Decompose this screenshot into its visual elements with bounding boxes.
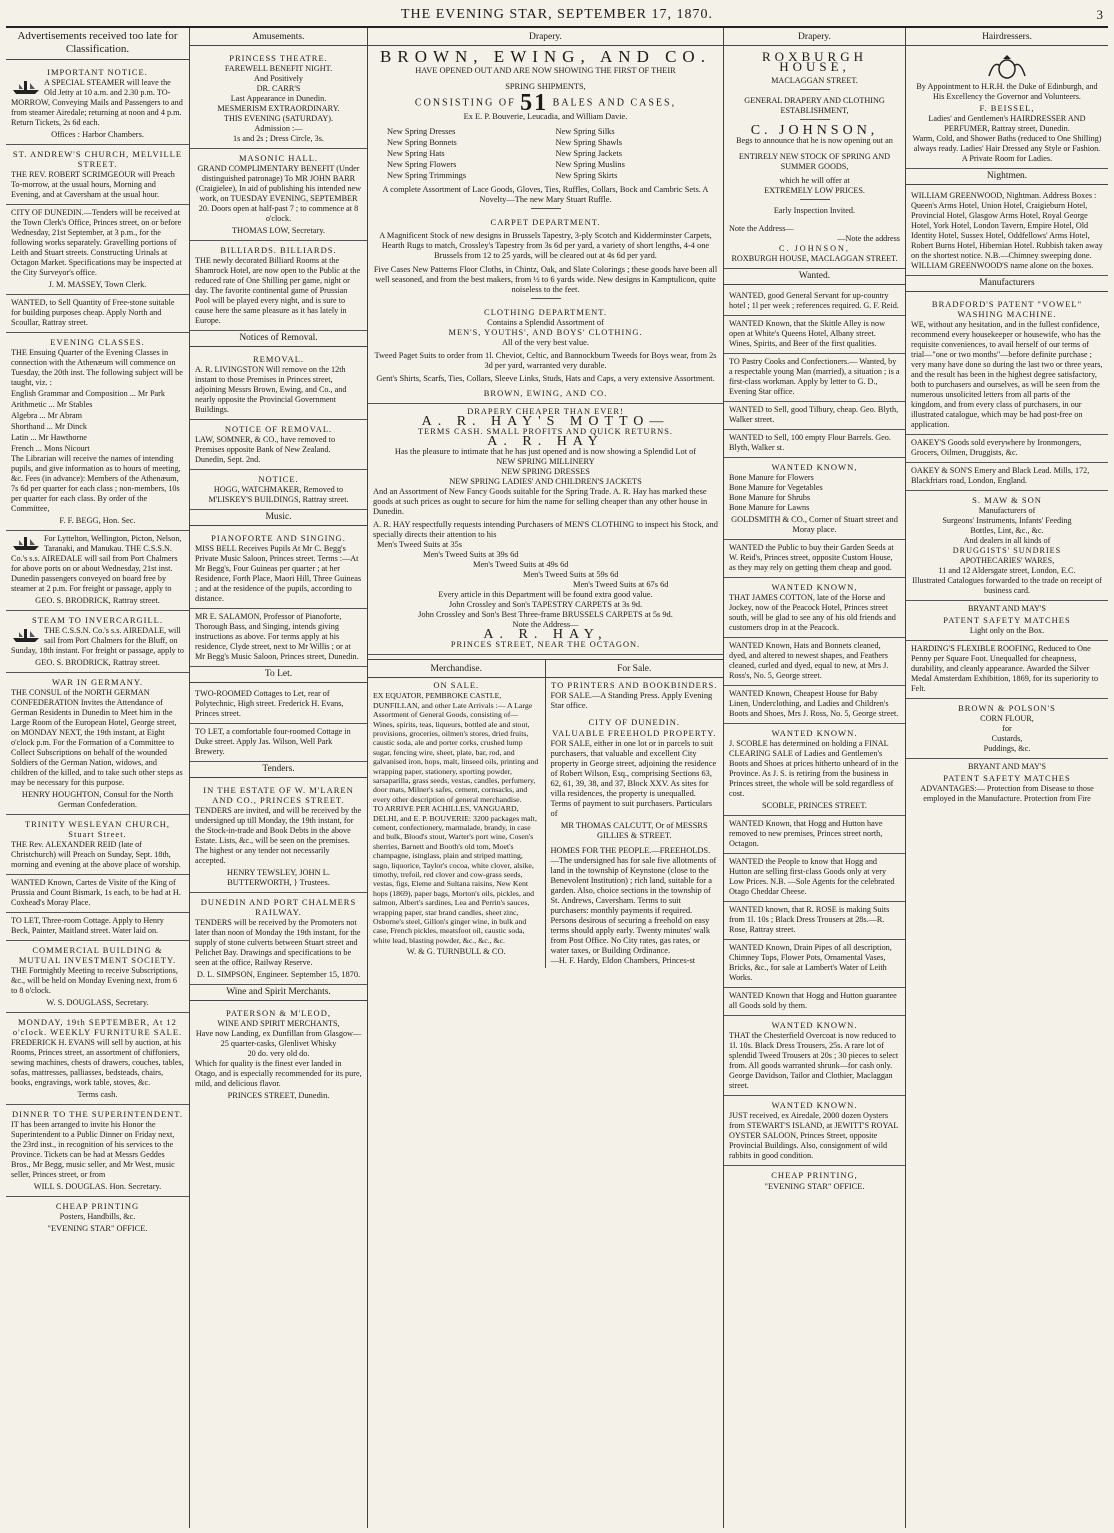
section-tenders: Tenders. [190,762,367,778]
ad-oakey-emery: OAKEY & SON'S Emery and Black Lead. Mills, 172, Blackfriars road, London, England. [906,463,1108,491]
carpet-department-title: CARPET DEPARTMENT. [490,217,601,228]
ad-oakey-goods: OAKEY'S Goods sold everywhere by Ironmongers, Grocers, Oilmen, Druggists, &c. [906,435,1108,463]
ad-trinity-wesleyan: TRINITY WESLEYAN CHURCH, Stuart Street. THE Rev. ALEXANDER REID (late of Christchurch) will Preach on Sunday, Sept. 18th, morning and evening at the above place of worship. [6,815,189,875]
clothing-department-title: CLOTHING DEPARTMENT. [484,307,607,318]
ad-drain-pipes: WANTED Known, Drain Pipes of all description, Chimney Tops, Flower Pots, Ornamental Vases, Bricks, &c., for sale at Lambert's Water of Leith Works. [724,940,905,988]
column-1 [6,28,190,1528]
ad-miss-bell: PIANOFORTE AND SINGING. MISS BELL Receives Pupils At Mr C. Begg's Private Music Saloon, Princes street. Terms :—At Mr Begg's, Four Guineas per quarter ; at her Residence, Forth Place, Maori Hill, Three Guineas ; and at the residence of the pupils, according to distance. [190,529,367,609]
section-amusements: Amusements. [190,30,367,46]
spring-goods-list: New Spring Dresses New Spring Bonnets New Spring Hats New Spring Flowers New Spring Trimmings New Spring Silks New Spring Shawls New Spring Jackets New Spring Muslins New Spring Skirts [387,127,625,181]
ad-hogg-hutton-removed: WANTED Known, that Hogg and Hutton have removed to new premises, Princes street north, Octagon. [724,816,905,854]
ad-maw-son: S. MAW & SON Manufacturers of Surgeons' Instruments, Infants' Feeding Bottles, Lint, &c., &c. And dealers in all kinds of DRUGGISTS' SUNDRIES APOTHECARIES' WARES, 11 and 12 Aldersgate street, London, E.C. Illustrated Catalogues forwarded to the trade on receipt of business card. [906,491,1108,601]
ad-hogg-hutton-guarantee: WANTED Known that Hogg and Hutton guarantee all Goods sold by them. [724,988,905,1016]
ad-two-roomed-cottages: TWO-ROOMED Cottages to Let, rear of Polytechnic, High street. Frederick H. Evans, Princes street. [190,686,367,724]
section-notices-of-removal: Notices of Removal. [190,331,367,347]
ad-hogg-watchmaker: NOTICE. HOGG, WATCHMAKER, Removed to M'LISKEY'S BUILDINGS, Rattray street. [190,470,367,510]
ad-garden-seeds: WANTED the Public to buy their Garden Seeds at W. Reid's, Princes street, opposite Custom House, as they may rely on getting them cheap and good. [724,540,905,578]
column-3 [368,28,724,1528]
ad-pastry-cooks: TO Pastry Cooks and Confectioners.— Wanted, by a respectable young Man (married), a situation ; is a first-class workman. Apply by letter to G. D., Evening Star office. [724,354,905,402]
ad-flour-barrels: WANTED to Sell, 100 empty Flour Barrels. Geo. Blyth, Walker st. [724,430,905,458]
ad-billiards: BILLIARDS. BILLIARDS. THE newly decorated Billiard Rooms at the Shamrock Hotel, are now open to the Public at the reduced rate of One Shilling per game, night or day. The favorite continental game of Prussian Pool will be played every night, and is sure to cause here the same pleasure as it has lately in Europe. [190,241,367,331]
brown-ewing-title: BROWN, EWING, AND CO. [380,47,711,66]
ad-steam-invercargill: STEAM TO INVERCARGILL. THE C.S.S.N. Co.'s s.s. AIREDALE, will sail from Port Chalmers for the Bluff, on Sunday, 18th instant. For freight or passage, apply to GEO. S. BRODRICK, Rattray street. [6,611,189,673]
ad-bradford-washing: BRADFORD'S PATENT "VOWEL" WASHING MACHINE. WE, without any hesitation, and in the fullest confidence, recommend every housekeeper or housewife, who has the requisite conveniences, to avail herself of our terms of trial—"one or two months"—before definite purchase ; very many have done so during the last two or three years, and the result has been in the highest degree satisfactory, both to purchasers and ourselves, as will be seen from the numerous unsolicited letters from all parts of the kingdom, and from every class of purchasers, in our illustrated catalogue, which may be had post-free on application. [906,295,1108,435]
ad-freestone: WANTED, to Sell Quantity of Free-stone suitable for building purposes cheap. Apply North and Scoullar, Rattray street. [6,295,189,333]
section-drapery: Drapery. [368,30,723,46]
ad-airedale-north: For Lyttelton, Wellington, Picton, Nelson, Taranaki, and Manukau. THE C.S.S.N. Co.'s s.s. AIREDALE will sail from Port Chalmers for above ports on or about Wednesday, 21st inst. Dunedin passengers conveyed on board free by steamer at 2 p.m. For freight or passage, apply to GEO. S. BRODRICK, Rattray street. [6,531,189,611]
ad-skittle-alley: WANTED Known, that the Skittle Alley is now open at White's Queens Hotel, Albany street. Wines, Spirits, and Beer of the first qualities. [724,316,905,354]
ad-bryant-may-2: BRYANT AND MAY'S PATENT SAFETY MATCHES ADVANTAGES:— Protection from Disease to those employed in the Manufacture. Protection from Fire [920,762,1094,803]
ad-four-roomed-cottage: TO LET, a comfortable four-roomed Cottage in Duke street. Apply Jas. Wilson, Well Park Brewery. [190,724,367,762]
ad-st-andrews-church: ST. ANDREW'S CHURCH, MELVILLE STREET. THE REV. ROBERT SCRIMGEOUR will Preach To-morrow, at the usual hours, Morning and Evening, and at Caversham at the usual hour. [6,145,189,205]
ad-harding-roofing: HARDING'S FLEXIBLE ROOFING, Reduced to One Penny per Square Foot. Unequalled for cheapness, durability, and cleanly appearance. Awarded the Silver Medal Amsterdam Exhibition, 1869, for its superiority to Felt. [906,641,1108,699]
ad-roxburgh-house: ROXBURGH HOUSE, MACLAGGAN STREET. GENERAL DRAPERY AND CLOTHING ESTABLISHMENT, C. JOHNSON, Begs to announce that he is now opening out an ENTIRELY NEW STOCK OF SPRING AND SUMMER GOODS, which he will offer at EXTREMELY LOW PRICES. Early Inspection Invited. Note the Address— —Note the address C. JOHNSON, ROXBURGH HOUSE, MACLAGGAN STREET. [724,49,905,269]
ad-hogg-hutton-goods: WANTED the People to know that Hogg and Hutton are selling first-class Goods only at very Low Prices. N.B. —Sole Agents for the celebrated Otago Cheddar Cheese. [724,854,905,902]
bales-count: 51 [520,90,549,116]
ad-evening-classes: EVENING CLASSES. THE Ensuing Quarter of the Evening Classes in connection with the Athenæum will commence on Tuesday, the 20th inst. The following subject will be taught, viz. : English Grammar and Composition ... Mr Park Arithmetic ... Mr Stables Algebra ... Mr Abram Shorthand ... Mr Dinck Latin ... Mr Hawthorne French ... Mons Nicourt The Librarian will receive the names of intending pupils, and give information as to hours of meeting, &c. Fees (in advance): Members of the Athenæum, 7s 6d per quarter for each class ; non-members, 10s per quarter for each class. By order of the Committee, F. F. BEGG, Hon. Sec. [6,333,189,531]
column-2 [190,28,368,1528]
ad-james-cotton: WANTED KNOWN, THAT JAMES COTTON, late of the Horse and Jockey, now of the Peacock Hotel, Princes street south, will be glad to see any of his old friends and customers drop in at the Peacock. [724,578,905,638]
masthead [6,4,1108,28]
merchandise-column: Merchandise. ON SALE. EX EQUATOR, PEMBROKE CASTLE, DUNFILLAN, and other Late Arrivals :— A Large Assortment of General Goods, consisting of— Wines, spirits, teas, liqueurs, bottled ale and stout, provisions, groceries, oilmen's stores, dried fruits, caustic soda, ale and porter corks, crushed lump sugar, fencing wire, sheet, plate, bar, rod, and galvanised iron, hops, malt, linseed oils, printing and wrapping paper, stationery, sporting powder, sarsaparilla, grass seeds, vestas, candles, perfumery, door mats, Milner's safes, cement, cornsacks, and every other description of general merchandise. TO ARRIVE PER ACHILLES, VANGUARD, DELHI, and E. P. BOUVERIE: 3200 packages malt, cement, confectionery, marmalade, brandy, in case and bulk, Blood's stout, Warter's port wine, Cosen's sherries, Barnett and Booth's old tom, Moet's champagne, isinglass, plain and striped matting, sago, liquorice, Taylor's cocoa, white clover, alsike, timothy, trefoil, red clover and cow-grass seeds, vestas, figs, Eleme and Sultana raisins, New Kent hops (1869), paper bags, Morton's oils, pickles, and salmon, Albert's sardines, Lea and Perrin's sauces, wrapping paper, star brand candles, sheet zinc, Osborne's steel, Gillon's ginger wine, in bulk and case, French pickles, meatsfoot oil, caustic soda, white lead, blasting powder, &c., &c., &c. W. & G. TURNBULL & CO. [368,660,546,968]
ad-bone-manure: WANTED KNOWN, Bone Manure for Flowers Bone Manure for Vegetables Bone Manure for Shrubs Bone Manure for Lawns GOLDSMITH & CO., Corner of Stuart street and Moray place. [724,458,905,540]
ad-superintendent-dinner: DINNER TO THE SUPERINTENDENT. IT has been arranged to invite his Honor the Superintendent to a Public Dinner on Friday next, the 23rd inst., in recognition of his services to the Province. Tickets can be had at Messrs Geddes Bros., Mr Begg, music seller, and Mr West, music seller, Princes street, or from WILL S. DOUGLAS. Hon. Secretary. [6,1105,189,1197]
ad-chesterfield: WANTED KNOWN. THAT the Chesterfield Overcoat is now reduced to 1l. 10s. Black Dress Trousers, 25s. A rare lot of splendid Tweed Trousers at 20s ; 30 pieces to select from. All goods warranted shrunk—for cash only. George Davidson, Tailor and Clothier, Maclaggan street. [724,1016,905,1096]
ad-railway-tenders: DUNEDIN AND PORT CHALMERS RAILWAY. TENDERS will be received by the Promoters not later than noon of Monday the 19th instant, for the supply of stone culverts between Stuart street and Pelichet Bay. Drawings and specifications to be seen at the office, Railway Reserve. D. L. SIMPSON, Engineer. September 15, 1870. [190,893,367,985]
late-ads-heading: Advertisements received too late for Classification. [6,30,189,60]
section-wanted: Wanted. [724,269,905,285]
ad-mclaren-estate: IN THE ESTATE OF W. M'LAREN AND CO., PRINCES STREET. TENDERS are invited, and will be received by the undersigned up till Monday, the 19th instant, for the Stock-in-trade and Book Debts in the above Estate. Lists, &c., will be seen on the premises. The highest or any tender not necessarily accepted. HENRY TEWSLEY, JOHN L. BUTTERWORTH, } Trustees. [190,781,367,893]
ad-masonic-hall: MASONIC HALL. GRAND COMPLIMENTARY BENEFIT (Under distinguished patronage) To MR JOHN BARR (Craigielee), In aid of publishing his intended new work, on TUESDAY EVENING, SEPTEMBER 20. Doors open at half-past 7 ; to commence at 8 o'clock. THOMAS LOW, Secretary. [190,149,367,241]
section-drapery-2: Drapery. [724,30,905,46]
section-music: Music. [190,510,367,526]
ad-war-in-germany: WAR IN GERMANY. THE CONSUL of the NORTH GERMAN CONFEDERATION Invites the Attendance of German Residents in Dunedin to Meet him in the Large Room of the European Hotel, George street, on MONDAY NEXT, the 19th instant, at Eight o'clock p.m. For the Formation of a Committee to Collect Subscriptions on behalf of the wounded Soldiers of the German Nation, widows, and children of the killed, and to take such other steps as may be necessary for this purpose. HENRY HOUGHTON, Consul for the North German Confederation. [6,673,189,815]
section-wine-spirit: Wine and Spirit Merchants. [190,985,367,1001]
ad-furniture-sale: MONDAY, 19th SEPTEMBER, At 12 o'clock. WEEKLY FURNITURE SALE. FREDERICK H. EVANS will sell by auction, at his Rooms, Princes street, an assortment of chiffoniers, sewing machines, chests of drawers, couches, tables, sofas, mattresses, palliasses, bedsteads, chairs, books, engravings, work table, stoves, &c. Terms cash. [6,1013,189,1105]
ad-princess-theatre: PRINCESS THEATRE. FAREWELL BENEFIT NIGHT. And Positively DR. CARR'S Last Appearance in Dunedin. MESMERISM EXTRAORDINARY. THIS EVENING (SATURDAY). Admission :— 1s and 2s ; Dress Circle, 3s. [190,49,367,149]
section-nightmen: Nightmen. [906,169,1108,185]
ad-removal-livingston: REMOVAL. A. R. LIVINGSTON Will remove on the 12th instant to those Premises in Princes street, adjoining Messrs Brown, Ewing, and Co., and nearly opposite the Provincial Government Buildings. [190,350,367,420]
ad-tilbury: WANTED to Sell, good Tilbury, cheap. Geo. Blyth, Walker street. [724,402,905,430]
ad-paterson-mcleod: PATERSON & M'LEOD, WINE AND SPIRIT MERCHANTS, Have now Landing, ex Dunfillan from Glasgow— 25 quarter-casks, Glenlivet Whisky 20 do. very old do. Which for quality is the finest ever landed in Otago, and is especially recommended for its pure, mild, and delicious flavor. PRINCES STREET, Dunedin. [195,1008,362,1100]
ad-cheap-printing-2: CHEAP PRINTING, "EVENING STAR" OFFICE. [764,1170,865,1191]
column-4 [724,28,906,1528]
ad-ar-hay: DRAPERY CHEAPER THAN EVER! A. R. HAY'S MOTTO— TERMS CASH. SMALL PROFITS AND QUICK RETURNS. A. R. HAY Has the pleasure to intimate that he has just opened and is now showing a Splendid Lot of NEW SPRING MILLINERY NEW SPRING DRESSES NEW SPRING LADIES' AND CHILDREN'S JACKETS And an Assortment of New Fancy Goods suitable for the Spring Trade. A. R. Hay has marked these goods at such prices as ought to secure for him the name for selling cheaper than any other house in Dunedin. A. R. HAY respectfully requests intending Purchasers of MEN'S CLOTHING to inspect his Stock, and specially directs their attention to his Men's Tweed Suits at 35s Men's Tweed Suits at 39s 6d Men's Tweed Suits at 49s 6d Men's Tweed Suits at 59s 6d Men's Tweed Suits at 67s 6d Every article in this Department will be found extra good value. John Crossley and Son's TAPESTRY CARPETS at 3s 9d. John Crossley and Son's Best Three-frame BRUSSELS CARPETS at 5s 9d. Note the Address— A. R. HAY, PRINCES STREET, NEAR THE OCTAGON. [368,404,723,655]
steamer-icon [11,534,41,552]
ad-cheap-printing: CHEAP PRINTING Posters, Handbills, &c. "EVENING STAR" OFFICE. [47,1201,148,1233]
ad-greenwood: WILLIAM GREENWOOD, Nightman. Address Boxes : Queen's Arms Hotel, Union Hotel, Craigieburn Hotel, Provincial Hotel, Glasgow Arms Hotel, Royal George Hotel, York Hotel, London Tavern, Empire Hotel, Old Identity Hotel, Sussex Hotel, Oddfellows' Arms Hotel, Robert Burns Hotel, Hibernian Hotel. Rubbish taken away on the shortest notice. N.B.—Chimney sweeping done. WILLIAM GREENWOOD'S name alone on the boxes. [906,188,1108,276]
ad-brown-ewing: BROWN, EWING, AND CO. HAVE OPENED OUT AND ARE NOW SHOWING THE FIRST OF THEIR SPRING SHIPMENTS, CONSISTING OF 51 BALES AND CASES, Ex E. P. Bouverie, Leucadia, and William Davie. New Spring Dresses New Spring Bonnets New Spring Hats New Spring Flowers New Spring Trimmings New Spring Silks New Spring Shawls New Spring Jackets New Spring Muslins New Spring Skirts A complete Assortment of Lace Goods, Gloves, Ties, Ruffles, Collars, Bock and Cambric Sets. A Novelty—The new Mary Stuart Ruffle. CARPET DEPARTMENT. A Magnificent Stock of new designs in Brussels Tapestry, 3-ply Scotch and Kidderminster Carpets, Hearth Rugs to match, Crossley's Tapestry from 3s 6d per yard, a variety of short lengths, 4-4 one Brussels from 12 to 25 yards, will be cleared out at 4s 6d per yard. Five Cases New Patterns Floor Cloths, in Chintz, Oak, and Slate Colorings ; these goods have been all well seasoned, and from the best makers, from ½ to 6 yards wide. New designs in Kamptulicon, quite noiseless to the feet. CLOTHING DEPARTMENT. Contains a Splendid Assortment of MEN'S, YOUTHS', AND BOYS' CLOTHING. All of the very best value. Tweed Paget Suits to order from 1l. Cheviot, Celtic, and Bannockburn Tweeds for Boys wear, from 2s 3d per yard, warranted very durable. Gent's Shirts, Scarfs, Ties, Collars, Sleeve Links, Studs, Hats and Caps, a very extensive Assortment. BROWN, EWING, AND CO. [368,49,723,404]
ad-beissel: By Appointment to H.R.H. the Duke of Edinburgh, and His Excellency the Governor and Volunteers. F. BEISSEL, Ladies' and Gentlemen's HAIRDRESSER AND PERFUMER, Rattray street, Dunedin. Warm, Cold, and Shower Baths (reduced to One Shilling) always ready. Ladies' Hair Dressed any Style or Fashion. A Private Room for Ladies. [906,49,1108,169]
ad-investment-society: COMMERCIAL BUILDING & MUTUAL INVESTMENT SOCIETY. THE Fortnightly Meeting to receive Subscriptions, &c., will be held on Monday Evening next, from 6 to 8 o'clock. W. S. DOUGLASS, Secretary. [6,941,189,1013]
ad-city-tenders: CITY OF DUNEDIN.—Tenders will be received at the Town Clerk's Office, Princes street, on or before Wednesday, 21st September, at 3 p.m., for the following works separately. Gravelling portions of Leith and Stuart streets. Constructing Urinals at Octagon Market. Specifications may be inspected at the City Surveyor's office. J. M. MASSEY, Town Clerk. [6,205,189,295]
masthead-title: THE EVENING STAR, SEPTEMBER 17, 1870. [401,7,713,22]
ad-cottage-to-let: TO LET, Three-room Cottage. Apply to Henry Beck, Painter, Maitland street. Water laid on. [6,913,189,941]
ar-hay-motto: A. R. HAY'S MOTTO— [421,414,670,430]
merchandise-forsale [368,659,723,968]
ad-wanted-servant: WANTED, good General Servant for up-country hotel ; 1l per week ; references required. G. F. Reid. [724,288,905,316]
ad-important-notice: IMPORTANT NOTICE. A SPECIAL STEAMER will leave the Old Jetty at 10 a.m. and 2.30 p.m. TO-MORROW, Conveying Mails and Passengers to and from steamer Airedale; returning at noon and 4 p.m. Return Tickets, 2s 6d each. Offices : Harbor Chambers. [6,63,189,145]
section-manufacturers: Manufacturers [906,276,1108,292]
class-list: English Grammar and Composition ... Mr Park Arithmetic ... Mr Stables Algebra ... Mr Abram Shorthand ... Mr Dinck Latin ... Mr Hawthorne French ... Mons Nicourt [11,389,165,453]
columns [6,28,1108,1528]
ad-oysters: WANTED KNOWN. JUST received, ex Airedale, 2000 dozen Oysters from STEWART'S ISLAND, at JEWITT'S ROYAL OYSTER SALOON, Princes Street, opposite Provincial Buildings. Also, consignment of wild rabbits in good condition. [724,1096,905,1166]
steamer-icon [11,626,41,644]
forsale-column: For Sale. TO PRINTERS AND BOOKBINDERS. FOR SALE.—A Standing Press. Apply Evening Star office. CITY OF DUNEDIN. VALUABLE FREEHOLD PROPERTY. FOR SALE, either in one lot or in parcels to suit purchasers, that valuable and excellent City property in George street, adjoining the residence of Robert Wilson, Esq., comprising Sections 63, 62, 61, 39, 38, and 37, Block XXV. As sites for villa residences, the property is unequalled. Terms of payment to suit purchasers. Particulars of MR THOMAS CALCUTT, Or of MESSRS GILLIES & STREET. HOMES FOR THE PEOPLE.—FREEHOLDS.—The undersigned has for sale five allotments of land in the township of Keynstone (close to the Benevolent Institution) ; rich land, suitable for a garden. Also, choice sections in the township of St. Andrews, Caversham. Terms to suit purchasers: monthly payments if required. Persons desirous of securing a freehold on easy terms should apply early. Twenty minutes' walk from Post Office. No City rates, gas rates, or water taxes, or Building Ordinance. —H. F. Hardy, Eldon Chambers, Princes-st [546,660,724,968]
ad-notice-of-removal: NOTICE OF REMOVAL. LAW, SOMNER, & CO., have removed to Premises opposite Bank of New Zealand. Dunedin, Sept. 2nd. [190,420,367,470]
page-number: 3 [1096,7,1104,22]
ad-r-rose: WANTED known, that R. ROSE is making Suits from 1l. 10s ; Black Dress Trousers at 28s.—R. Rose, Rattray street. [724,902,905,940]
ad-cartes-de-visite: WANTED Known, Cartes de Visite of the King of Prussia and Count Bismark, 1s each, to be had at H. Coxhead's Moray Place. [6,875,189,913]
steamer-icon [11,78,41,96]
ad-baby-linen: WANTED Known, Cheapest House for Baby Linen, Underclothing, and Ladies and Children's Boots and Shoes, Mrs J. Ross, No. 5, George street. [724,686,905,724]
section-to-let: To Let. [190,667,367,683]
ad-scoble: WANTED KNOWN. J. SCOBLE has determined on holding a FINAL CLEARING SALE of Ladies and Gentlemen's Boots and Shoes at prices hitherto unheard of in the Province. As J. S. is retiring from the business in Princes street, the whole will be sold regardless of cost. SCOBLE, PRINCES STREET. [724,724,905,816]
ad-hats-bonnets: WANTED Known, Hats and Bonnets cleaned, dyed, and altered to newest shapes, and Feathers cleaned, curled and dyed, equal to new, at Mrs J. Ross's, No. 5, George street. [724,638,905,686]
royal-crest-icon [984,54,1030,80]
section-hairdressers: Hairdressers. [906,30,1108,46]
ad-brown-polson: BROWN & POLSON'S CORN FLOUR, for Custards, Puddings, &c. [906,699,1108,759]
ad-bryant-may-1: BRYANT AND MAY'S PATENT SAFETY MATCHES Light only on the Box. [906,601,1108,641]
ad-salamon: MR E. SALAMON, Professor of Pianoforte, Thorough Bass, and Singing, intends giving instructions as above. For terms apply at his residence, Clyde street, next to Mr Willis ; or at Mr Begg's Music Saloon, Princes street, Dunedin. [190,609,367,667]
column-5 [906,28,1108,1528]
